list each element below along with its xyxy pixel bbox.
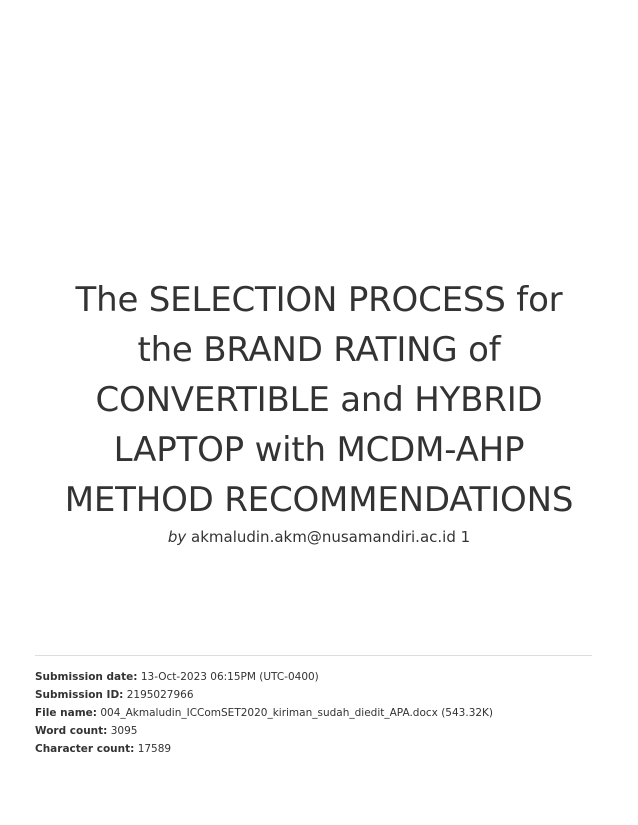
file-name-label: File name: bbox=[35, 707, 97, 719]
divider bbox=[35, 655, 592, 656]
file-name-value: 004_Akmaludin_ICComSET2020_kiriman_sudah_diedit_APA.docx (543.32K) bbox=[100, 707, 494, 719]
title-line: LAPTOP with MCDM-AHP bbox=[113, 430, 525, 470]
character-count-label: Character count: bbox=[35, 743, 135, 755]
title-line: the BRAND RATING of bbox=[137, 330, 501, 370]
title-block bbox=[0, 275, 638, 547]
submission-date-label: Submission date: bbox=[35, 671, 138, 683]
submission-id-row bbox=[35, 686, 595, 704]
byline bbox=[0, 527, 638, 547]
author: akmaludin.akm@nusamandiri.ac.id 1 bbox=[191, 528, 471, 546]
title-line: CONVERTIBLE and HYBRID bbox=[95, 380, 543, 420]
submission-date-value: 13-Oct-2023 06:15PM (UTC-0400) bbox=[140, 671, 319, 683]
submission-id-label: Submission ID: bbox=[35, 689, 124, 701]
submission-details bbox=[35, 668, 595, 758]
submission-date-row bbox=[35, 668, 595, 686]
document-title bbox=[0, 275, 638, 525]
character-count-row bbox=[35, 740, 595, 758]
character-count-value: 17589 bbox=[137, 743, 172, 755]
title-line: The SELECTION PROCESS for bbox=[75, 280, 563, 320]
file-name-row bbox=[35, 704, 595, 722]
word-count-row bbox=[35, 722, 595, 740]
word-count-value: 3095 bbox=[110, 725, 138, 737]
byline-prefix: by bbox=[167, 528, 187, 546]
submission-id-value: 2195027966 bbox=[126, 689, 194, 701]
word-count-label: Word count: bbox=[35, 725, 108, 737]
title-line: METHOD RECOMMENDATIONS bbox=[64, 480, 574, 520]
